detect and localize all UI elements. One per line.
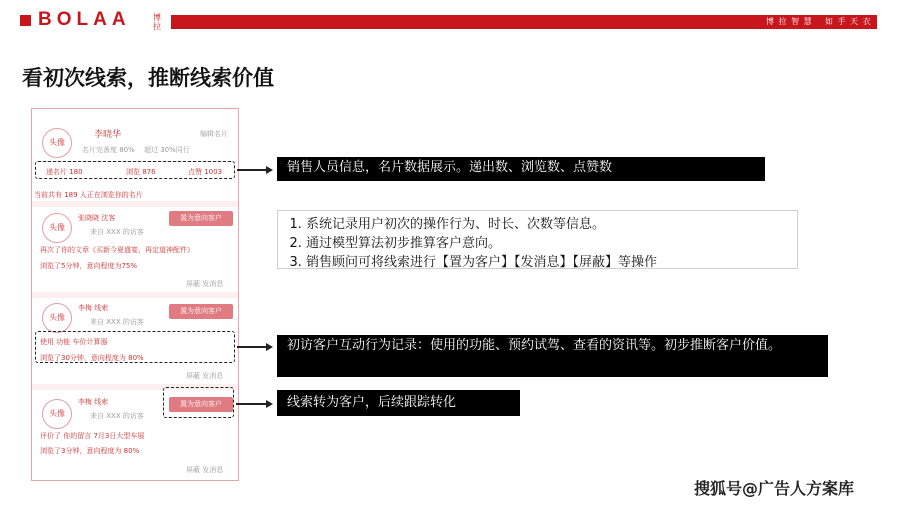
visitor-intent: 浏览了3分钟，意向程度为 80% bbox=[40, 447, 140, 455]
visitor-name: 李梅 线索 bbox=[78, 398, 109, 406]
card-completeness: 名片完善度 80% bbox=[82, 146, 135, 154]
annotation-visitor-behavior: 初访客户互动行为记录：使用的功能、预约试驾、查看的资讯等。初步推断客户价值。 bbox=[277, 335, 828, 377]
annotation-list-item: 2. 通过模型算法初步推算客户意向。 bbox=[306, 234, 787, 253]
highlight-activity bbox=[35, 331, 235, 363]
visitor-name: 张晓晓 沈客 bbox=[78, 214, 116, 222]
edit-card-link[interactable]: 编辑名片 bbox=[200, 130, 228, 138]
set-as-prospect-button[interactable]: 置为意向客户 bbox=[169, 397, 233, 412]
visitor-intent: 浏览了30分钟，意向程度为 80% bbox=[40, 354, 144, 362]
highlight-stats bbox=[35, 161, 235, 179]
visitor-activity: 评价了 你的留言 7月3日大型车展 bbox=[40, 432, 145, 440]
section-separator bbox=[32, 201, 238, 207]
brand-logo-mark bbox=[20, 15, 31, 26]
recent-visitors-label: 当前共有 189 人正在浏览你的名片 bbox=[34, 191, 143, 199]
arrow-right-icon bbox=[266, 343, 273, 351]
card-actions[interactable]: 屏蔽 发消息 bbox=[186, 372, 224, 380]
visitor-intent: 浏览了5分钟，意向程度为75% bbox=[40, 262, 138, 270]
set-as-prospect-button[interactable]: 置为意向客户 bbox=[169, 211, 233, 226]
beat-peers: 超过 30%同行 bbox=[144, 146, 190, 154]
profile-name: 李晓华 bbox=[94, 130, 122, 140]
visitor-avatar: 头像 bbox=[42, 303, 72, 333]
annotation-list bbox=[277, 210, 798, 269]
annotation-list-item: 1. 系统记录用户初次的操作行为、时长、次数等信息。 bbox=[306, 215, 787, 234]
arrow-right-icon bbox=[266, 400, 273, 408]
visitor-source: 来自 XXX 的访客 bbox=[90, 318, 144, 326]
arrow-line bbox=[236, 403, 267, 405]
stat-cards-sent: 递名片 180 bbox=[46, 168, 83, 176]
brand-logo: BOLAA bbox=[38, 9, 131, 30]
stat-likes: 点赞 1003 bbox=[188, 168, 223, 176]
header-slogan-1: 博 拉 智 慧 bbox=[766, 17, 813, 26]
arrow-right-icon bbox=[266, 166, 273, 174]
card-actions[interactable]: 屏蔽 发消息 bbox=[186, 280, 224, 288]
highlight-button bbox=[163, 387, 234, 418]
page-title: 看初次线索，推断线索价值 bbox=[22, 66, 274, 90]
visitor-avatar: 头像 bbox=[42, 399, 72, 429]
section-separator bbox=[32, 292, 238, 298]
visitor-avatar: 头像 bbox=[42, 213, 72, 243]
brand-logo-subtext: 博拉 bbox=[153, 13, 161, 31]
visitor-name: 李梅 线索 bbox=[78, 304, 109, 312]
header-slogan-2: 如 手 天 衣 bbox=[825, 17, 872, 26]
visitor-activity: 再次了你的文章《买新今夏盛宴，再定道神配件》 bbox=[40, 246, 194, 254]
annotation-sales-info: 销售人员信息，名片数据展示。递出数、浏览数、点赞数 bbox=[277, 157, 765, 181]
arrow-line bbox=[237, 346, 267, 348]
stat-views: 浏览 876 bbox=[126, 168, 156, 176]
visitor-source: 来自 XXX 的访客 bbox=[90, 228, 144, 236]
arrow-line bbox=[237, 169, 267, 171]
watermark: 搜狐号@广告人方案库 bbox=[694, 479, 855, 498]
avatar: 头像 bbox=[42, 128, 72, 158]
annotation-lead-conversion: 线索转为客户，后续跟踪转化 bbox=[277, 390, 520, 416]
card-actions[interactable]: 屏蔽 发消息 bbox=[186, 466, 224, 474]
set-as-prospect-button[interactable]: 置为意向客户 bbox=[169, 304, 233, 319]
visitor-source: 来自 XXX 的访客 bbox=[90, 412, 144, 420]
visitor-activity: 使用 功能 车价计算器 bbox=[40, 338, 108, 346]
annotation-list-item: 3. 销售顾问可将线索进行【置为客户】【发消息】【屏蔽】等操作 bbox=[306, 253, 787, 272]
